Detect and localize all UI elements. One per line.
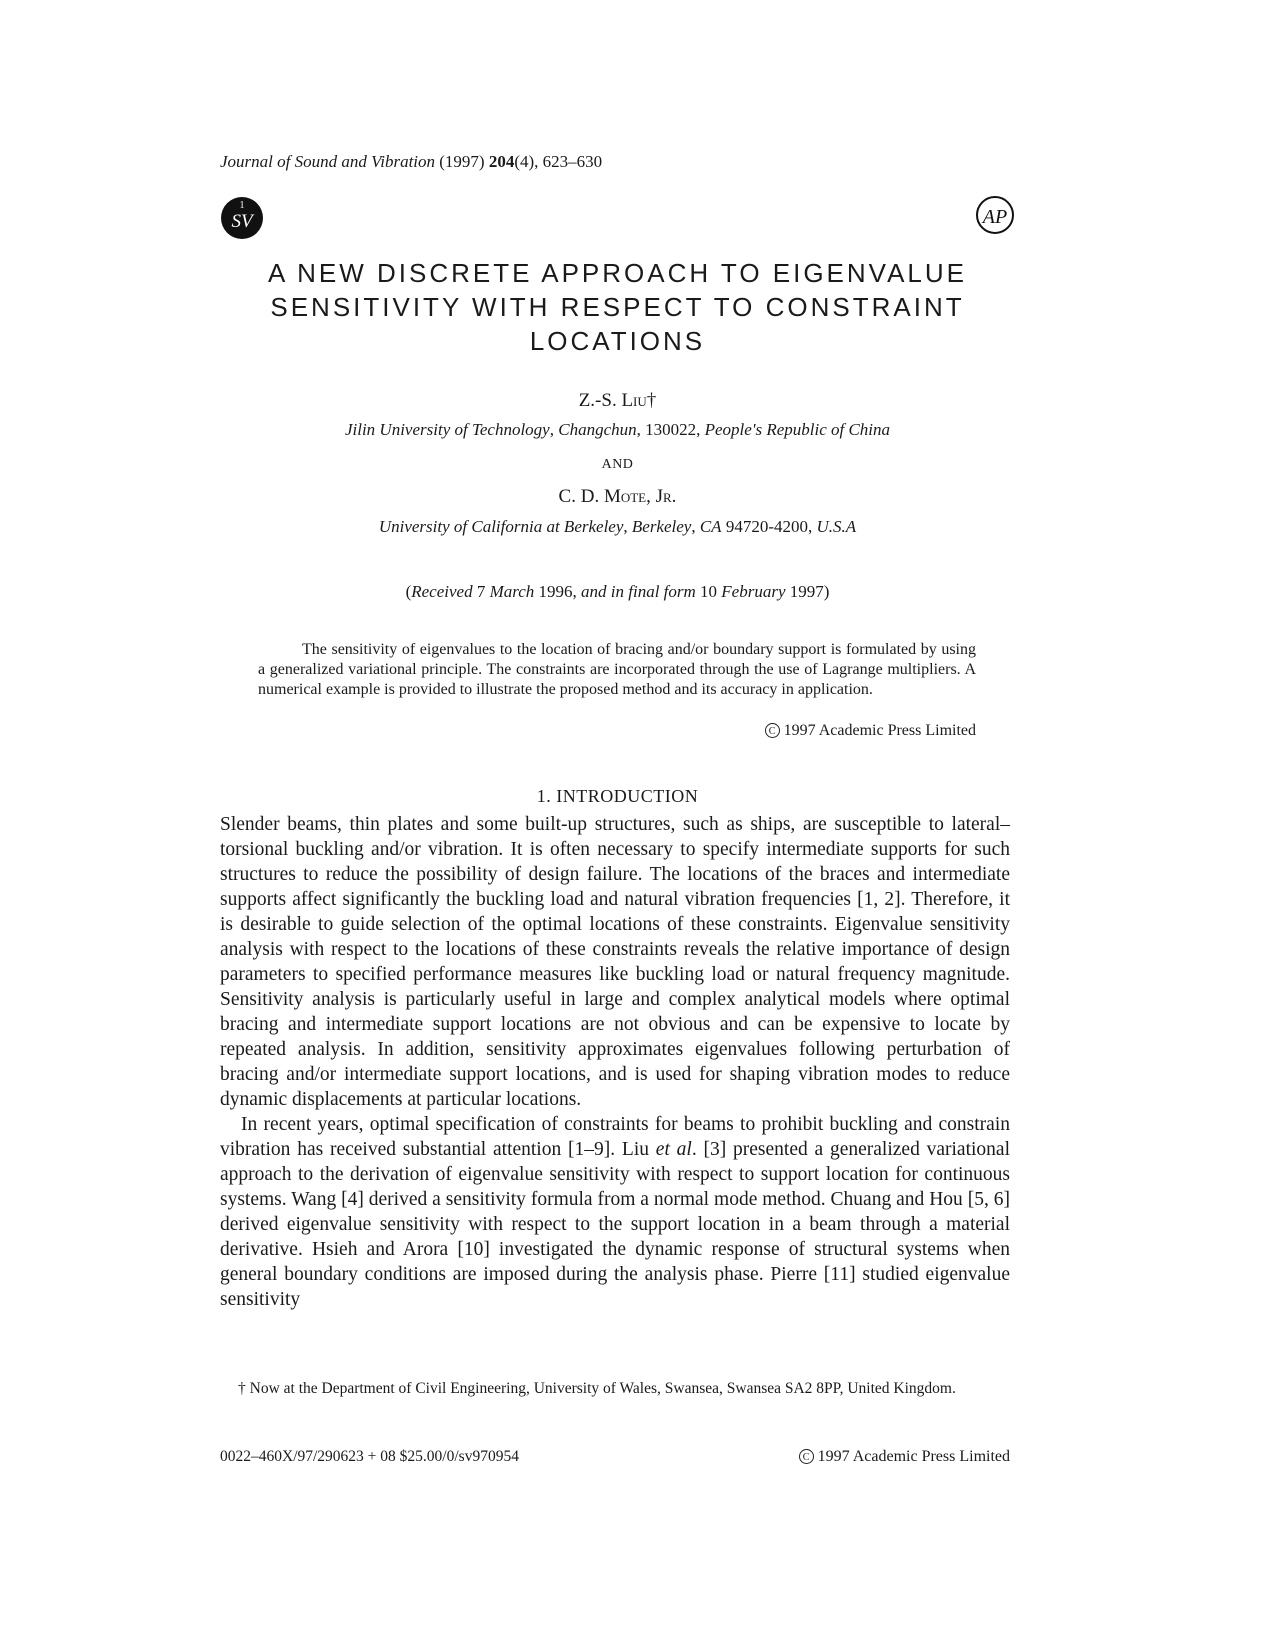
abstract: The sensitivity of eigenvalues to the location of bracing and/or boundary support is formulated by using a generalized variational principle. The constraints are incorporated through the use of Lagrange multipliers. A numerical example is provided to illustrate the proposed method and its accuracy in application. <box>258 641 976 698</box>
paragraph: In recent years, optimal specification of constraints for beams to prohibit buckling and constrain vibration has received substantial attention [1–9]. Liu et al. [3] presented a generalized variational approach to the derivation of eigenvalue sensitivity with respect to support location for continuous systems. Wang [4] derived a sensitivity formula from a normal mode method. Chuang and Hou [5, 6] derived eigenvalue sensitivity with respect to the support location in a beam through a material derivative. Hsieh and Arora [10] investigated the dynamic response of structural systems when general boundary conditions are imposed during the analysis phase. Pierre [11] studied eigenvalue sensitivity <box>220 1114 1010 1310</box>
and-separator: AND <box>601 457 634 472</box>
paragraph: Slender beams, thin plates and some built-up structures, such as ships, are susceptible to lateral–torsional buckling and/or vibration. It is often necessary to specify intermediate supports for such structures to reduce the possibility of design failure. The locations of the braces and intermediate supports affect significantly the buckling load and natural vibration frequencies [1, 2]. Therefore, it is desirable to guide selection of the optimal locations of these constraints. Eigenvalue sensitivity analysis with respect to the locations of these constraints reveals the relative importance of design parameters to specified performance measures like buckling load or natural frequency magnitude. Sensitivity analysis is particularly useful in large and complex analytical models where optimal bracing and intermediate support locations are not obvious and can be expensive to locate by repeated analysis. In addition, sensitivity approximates eigenvalues following perturbation of bracing and/or intermediate support locations, and is used for shaping vibration modes to reduce dynamic displacements at particular locations. <box>220 814 1010 1110</box>
ap-logo-icon <box>976 196 1014 234</box>
title-line: A NEW DISCRETE APPROACH TO EIGENVALUE <box>267 258 968 288</box>
abstract-copyright: C 1997 Academic Press Limited <box>765 722 976 740</box>
affiliation-2: University of California at Berkeley, Berkeley, CA 94720-4200, U.S.A <box>378 517 857 536</box>
journal-volume: 204 <box>488 152 515 171</box>
title-line: LOCATIONS <box>529 326 706 356</box>
journal-citation <box>220 151 602 173</box>
sv-logo-small: 1 <box>239 200 245 211</box>
copyright-icon: C <box>765 723 780 738</box>
author-2-surname: Mote, Jr. <box>603 486 677 507</box>
ap-logo-text: AP <box>982 206 1008 228</box>
footnote: † Now at the Department of Civil Engineering, University of Wales, Swansea, Swansea SA2 8PP, United Kingdom. <box>238 1380 956 1397</box>
copyright-icon: C <box>799 1449 814 1464</box>
paper-title <box>240 256 995 358</box>
body-text <box>220 812 1010 1312</box>
title-line: SENSITIVITY WITH RESPECT TO CONSTRAINT <box>270 292 965 322</box>
footer-copyright: C 1997 Academic Press Limited <box>799 1448 1010 1466</box>
author-2: C. D. Mote, Jr. <box>558 486 677 507</box>
received-dates: (Received 7 March 1996, and in final form 10 February 1997) <box>405 582 830 601</box>
sv-logo-text: SV <box>231 211 253 232</box>
journal-name: Journal of Sound and Vibration <box>220 152 436 171</box>
article-code: 0022–460X/97/290623 + 08 $25.00/0/sv970954 <box>220 1448 519 1465</box>
journal-issue-pages: (4), 623–630 <box>514 152 603 171</box>
section-heading: 1. INTRODUCTION <box>536 786 699 806</box>
affiliation-1: Jilin University of Technology, Changchun, 130022, People's Republic of China <box>344 420 891 439</box>
author-1-surname: Liu <box>621 390 647 411</box>
journal-year: (1997) <box>439 152 485 171</box>
author-1: Z.-S. Liu† <box>578 390 657 411</box>
sv-logo-icon <box>221 197 263 239</box>
footnote-mark: † <box>646 390 657 411</box>
